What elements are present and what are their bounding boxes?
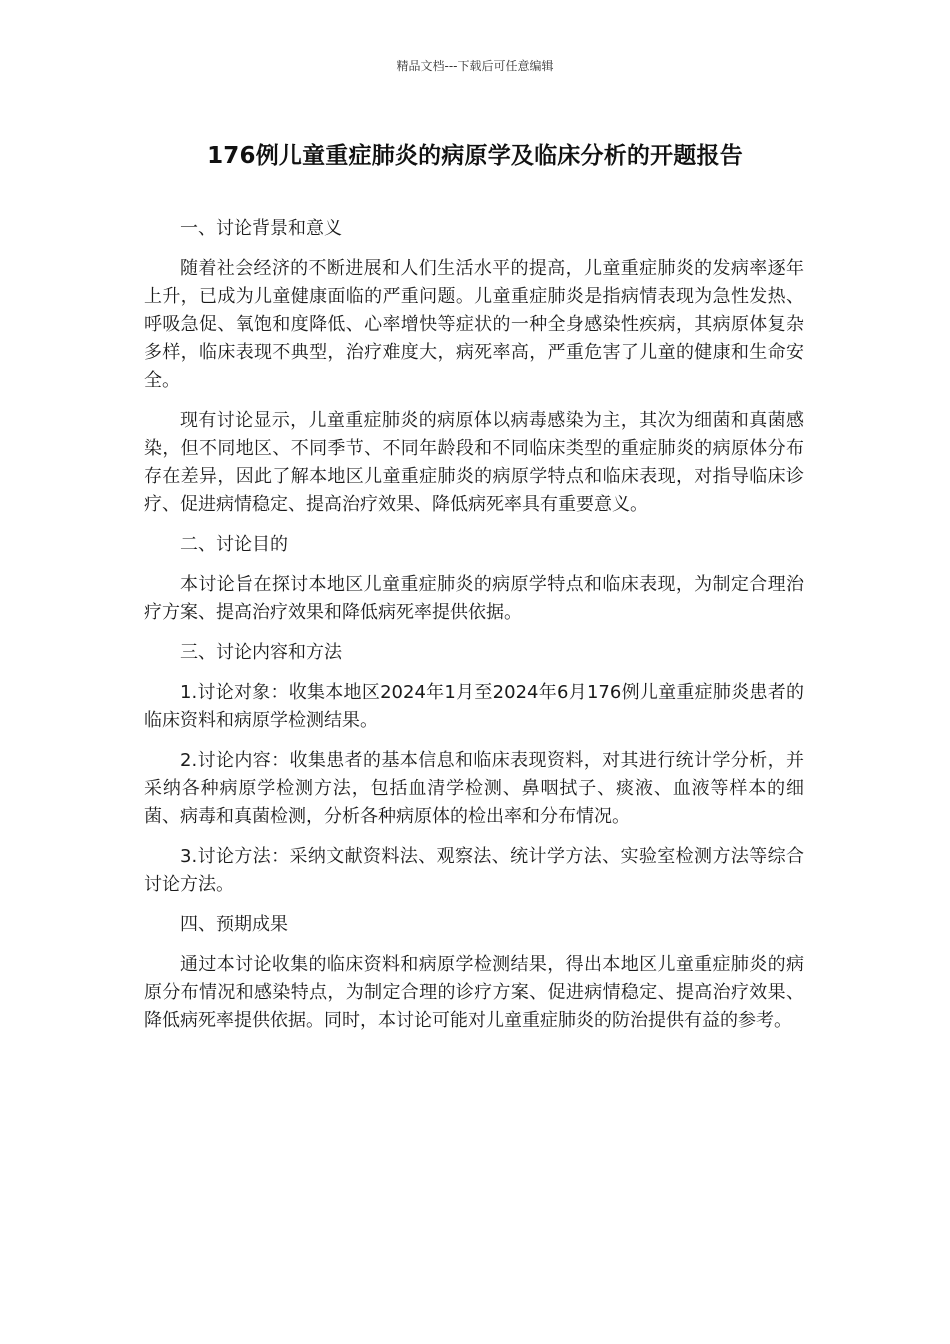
section-heading-background: 一、讨论背景和意义 — [180, 218, 342, 239]
paragraph-methods-approach: 3.讨论方法：采纳文献资料法、观察法、统计学方法、实验室检测方法等综合讨论方法。 — [144, 846, 804, 895]
paragraph-outcomes: 通过本讨论收集的临床资料和病原学检测结果，得出本地区儿童重症肺炎的病原分布情况和感染特点，为制定合理的诊疗方案、促进病情稳定、提高治疗效果、降低病死率提供依据。同时，本讨论可能对儿童重症肺炎的防治提供有益的参考。 — [144, 954, 804, 1031]
document-title: 176例儿童重症肺炎的病原学及临床分析的开题报告 — [207, 143, 743, 169]
section-heading-purpose: 二、讨论目的 — [180, 534, 288, 555]
paragraph-background-2: 现有讨论显示，儿童重症肺炎的病原体以病毒感染为主，其次为细菌和真菌感染，但不同地区、不同季节、不同年龄段和不同临床类型的重症肺炎的病原体分布存在差异，因此了解本地区儿童重症肺炎的病原学特点和临床表现，对指导临床诊疗、促进病情稳定、提高治疗效果、降低病死率具有重要意义。 — [144, 410, 804, 515]
section-heading-methods: 三、讨论内容和方法 — [180, 642, 342, 663]
paragraph-purpose: 本讨论旨在探讨本地区儿童重症肺炎的病原学特点和临床表现，为制定合理治疗方案、提高治疗效果和降低病死率提供依据。 — [144, 574, 804, 623]
section-heading-outcomes: 四、预期成果 — [180, 914, 288, 935]
paragraph-background-1: 随着社会经济的不断进展和人们生活水平的提高，儿童重症肺炎的发病率逐年上升，已成为儿童健康面临的严重问题。儿童重症肺炎是指病情表现为急性发热、呼吸急促、氧饱和度降低、心率增快等症状的一种全身感染性疾病，其病原体复杂多样，临床表现不典型，治疗难度大，病死率高，严重危害了儿童的健康和生命安全。 — [144, 258, 804, 391]
document-body — [144, 215, 804, 1047]
header-note: 精品文档---下载后可任意编辑 — [396, 59, 554, 73]
paragraph-methods-subjects: 1.讨论对象：收集本地区2024年1月至2024年6月176例儿童重症肺炎患者的临床资料和病原学检测结果。 — [144, 682, 804, 731]
paragraph-methods-content: 2.讨论内容：收集患者的基本信息和临床表现资料，对其进行统计学分析，并采纳各种病原学检测方法，包括血清学检测、鼻咽拭子、痰液、血液等样本的细菌、病毒和真菌检测，分析各种病原体的检出率和分布情况。 — [144, 750, 804, 827]
